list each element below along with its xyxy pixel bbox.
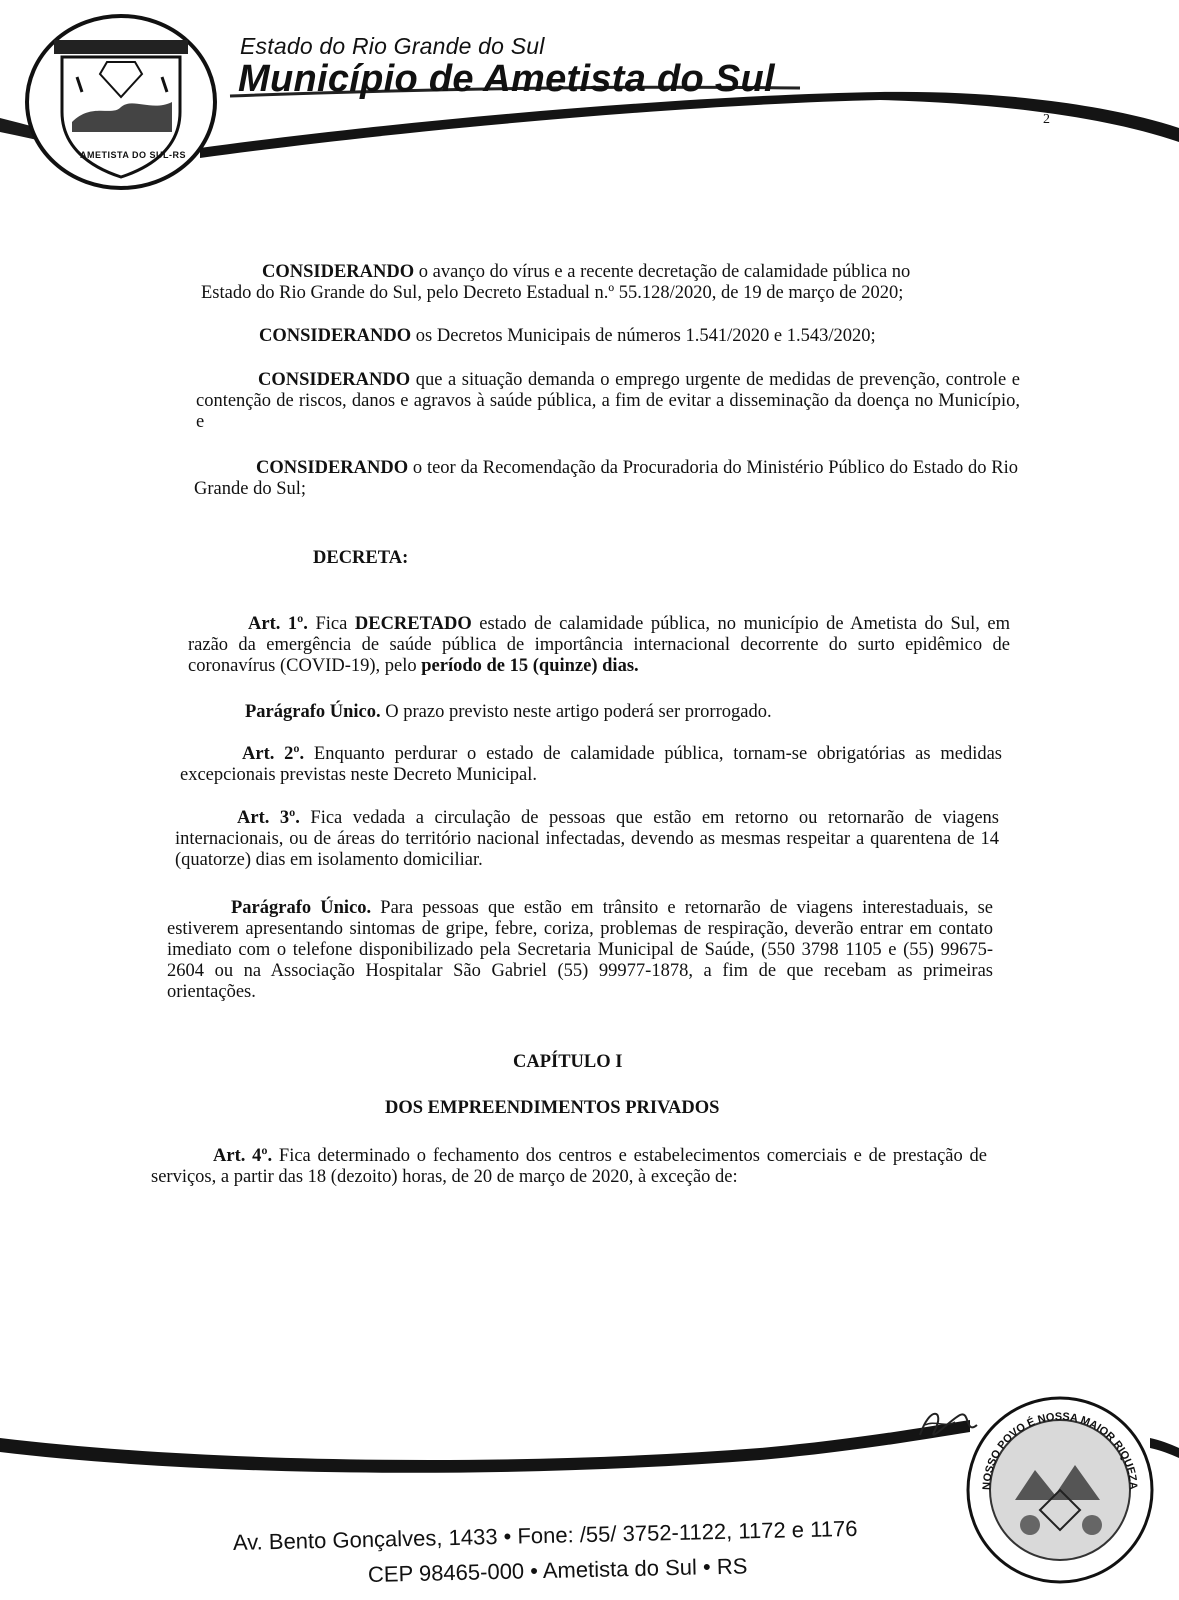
article-3	[175, 808, 999, 871]
article-2	[180, 744, 1002, 786]
footer-cep: CEP 98465-000 • Ametista do Sul • RS	[367, 1553, 748, 1587]
article-label: Art. 3º.	[237, 808, 300, 828]
considerando-text: Estado do Rio Grande do Sul, pelo Decreto Estadual n.º 55.128/2020, de 19 de março de 2020;	[201, 283, 904, 303]
footer-address: Av. Bento Gonçalves, 1433 • Fone: /55/ 3752-1122, 1172 e 1176	[232, 1515, 858, 1555]
considerando-label: CONSIDERANDO	[256, 458, 409, 478]
paragrafo-unico-1	[245, 702, 1005, 723]
article-label: Art. 1º.	[248, 614, 308, 634]
considerando-text: os Decretos Municipais de números 1.541/2020 e 1.543/2020;	[411, 326, 876, 346]
paragrafo-unico-2	[167, 898, 993, 1003]
article-text: Fica	[307, 614, 355, 634]
considerando-text: o avanço do vírus e a recente decretação de calamidade pública no	[414, 262, 911, 282]
considerando-3	[196, 370, 1020, 433]
decretado-text: DECRETADO	[354, 614, 472, 634]
article-text: Fica vedada a circulação de pessoas que estão em retorno ou retornarão de viagens internacionais, ou de áreas do território nacional infectadas, devendo as mesmas respeitar a quarentena de 14 (quatorze) dias em isolamento domiciliar.	[175, 808, 999, 870]
considerando-text: que a situação demanda o emprego urgente de medidas de prevenção, controle e contenção de riscos, danos e agravos à saúde pública, a fim de evitar a disseminação da doença no Município, e	[196, 370, 1020, 432]
considerando-label: CONSIDERANDO	[262, 262, 415, 282]
paragrafo-text: Para pessoas que estão em trânsito e retornarão de viagens interestaduais, se estiverem apresentando sintomas de gripe, febre, coriza, problemas de respiração, deverão entrar em contato imediato com o telefone disponibilizado pela Secretaria Municipal de Saúde, (550 3798 1105 e (55) 99675-2604 ou na Associação Hospitalar São Gabriel (55) 99977-1878, a fim de que recebam as primeiras orientações.	[167, 898, 993, 1002]
article-1	[188, 614, 1010, 677]
article-label: Art. 4º.	[213, 1146, 273, 1166]
page-number: 2	[1043, 112, 1050, 127]
article-text: estado de calamidade pública, no município de Ametista do Sul, em razão da emergência de saúde pública de importância internacional decorrente do surto epidêmico de coronavírus (COVID-19), pelo	[188, 614, 1011, 676]
considerando-2	[259, 326, 1019, 347]
seal-text: NOSSO POVO É NOSSA MAIOR RIQUEZA	[980, 1410, 1140, 1491]
considerando-4	[194, 458, 1018, 500]
considerando-1	[201, 262, 1027, 304]
paragrafo-text: O prazo previsto neste artigo poderá ser prorrogado.	[380, 702, 772, 722]
crest-text: AMETISTA DO SUL-RS	[80, 150, 186, 160]
paragrafo-label: Parágrafo Único.	[231, 898, 372, 918]
considerando-label: CONSIDERANDO	[259, 326, 412, 346]
chapter-title: DOS EMPREENDIMENTOS PRIVADOS	[385, 1098, 720, 1118]
considerando-text: o teor da Recomendação da Procuradoria do Ministério Público do Estado do Rio Grande do Sul;	[194, 458, 1018, 499]
article-text: Fica determinado o fechamento dos centros e estabelecimentos comerciais e de prestação de serviços, a partir das 18 (dezoito) horas, de 20 de março de 2020, à exceção de:	[151, 1146, 987, 1187]
period-text: período de 15 (quinze) dias.	[421, 656, 639, 676]
state-name: Estado do Rio Grande do Sul	[240, 33, 545, 59]
article-label: Art. 2º.	[242, 744, 305, 764]
considerando-label: CONSIDERANDO	[258, 370, 411, 390]
article-4	[151, 1146, 987, 1188]
paragrafo-label: Parágrafo Único.	[245, 702, 381, 722]
footer-seal-icon	[960, 1390, 1160, 1590]
chapter-heading: CAPÍTULO I	[513, 1052, 623, 1072]
municipal-crest-icon	[22, 12, 220, 192]
decreta-heading: DECRETA:	[313, 548, 409, 568]
article-text: Enquanto perdurar o estado de calamidade pública, tornam-se obrigatórias as medidas excepcionais previstas neste Decreto Municipal.	[180, 744, 1002, 785]
municipality-name: Município de Ametista do Sul	[238, 58, 775, 100]
